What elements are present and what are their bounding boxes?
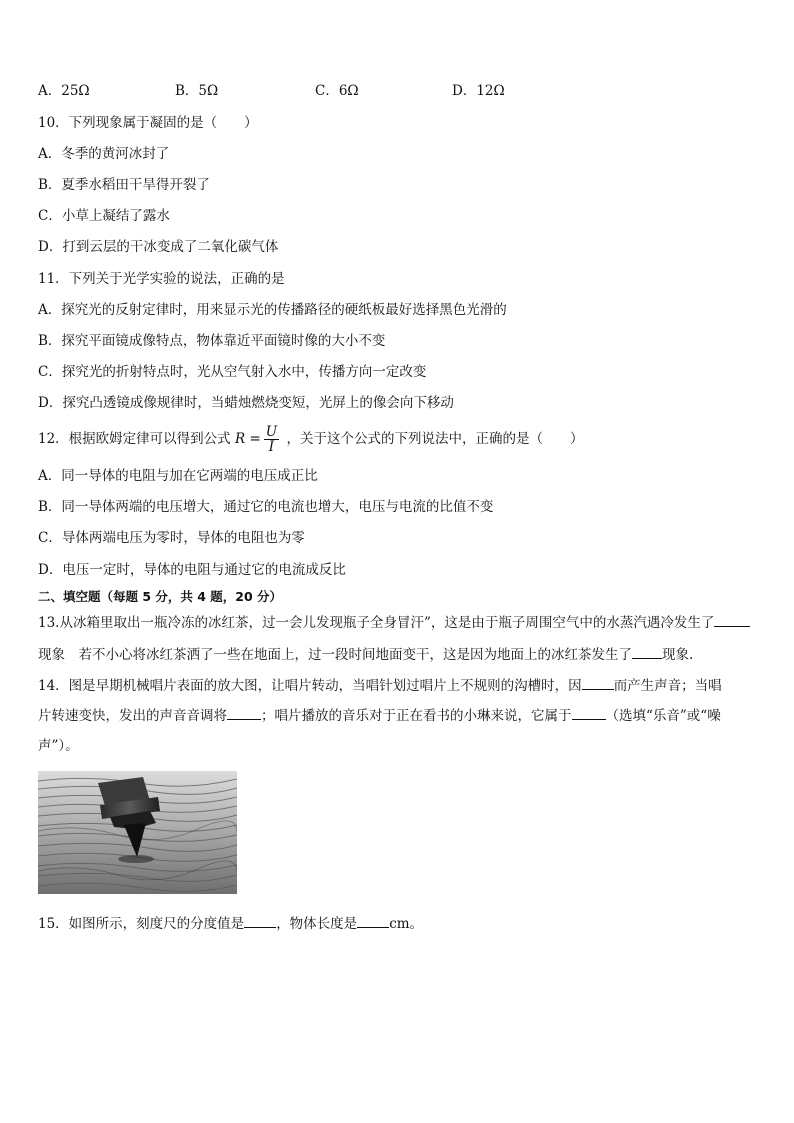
q15-text-a: 15．如图所示，刻度尺的分度值是	[38, 916, 245, 932]
q14-text-2b: ；唱片播放的音乐对于正在看书的小琳来说，它属于	[261, 708, 572, 724]
q13-text-2b: 现象.	[662, 647, 694, 663]
q11-option-c: C．探究光的折射特点时，光从空气射入水中，传播方向一定改变	[38, 364, 427, 380]
q15-text-b: ，物体长度是	[276, 916, 358, 932]
q9-option-b: B．5Ω	[175, 83, 219, 99]
q9-option-d: D．12Ω	[452, 83, 505, 99]
q12-option-a: A．同一导体的电阻与加在它两端的电压成正比	[38, 468, 318, 484]
q10-option-c: C．小草上凝结了露水	[38, 208, 170, 224]
q9-option-c: C．6Ω	[315, 83, 359, 99]
q14-blank-2[interactable]	[227, 707, 261, 720]
q14-blank-1[interactable]	[582, 677, 614, 690]
record-needle-photo	[38, 771, 237, 894]
q13-blank-2[interactable]	[632, 646, 662, 659]
q12-option-d: D．电压一定时，导体的电阻与通过它的电流成反比	[38, 562, 346, 578]
q14-text-2a: 片转速变快，发出的声音音调将	[38, 708, 227, 724]
q15-blank-2[interactable]	[357, 915, 389, 928]
q15-text-c: cm。	[389, 916, 424, 932]
q11-stem: 11．下列关于光学实验的说法，正确的是	[38, 271, 285, 287]
q14-text-1b: 而产生声音；当唱	[613, 678, 722, 694]
q12-formula	[234, 424, 286, 455]
q14-blank-3[interactable]	[572, 707, 606, 720]
q14-text-2c: （选填“乐音”或“噪	[605, 708, 721, 724]
q12-stem-before: 12．根据欧姆定律可以得到公式	[38, 431, 231, 447]
q12-option-c: C．导体两端电压为零时，导体的电阻也为零	[38, 530, 305, 546]
q13-line-1	[38, 614, 750, 632]
q11-option-d: D．探究凸透镜成像规律时，当蜡烛燃烧变短，光屏上的像会向下移动	[38, 395, 454, 411]
q15-blank-1[interactable]	[244, 915, 276, 928]
q12-option-b: B．同一导体两端的电压增大，通过它的电流也增大，电压与电流的比值不变	[38, 499, 494, 515]
q10-option-b: B．夏季水稻田干旱得开裂了	[38, 177, 210, 193]
q13-text-2a: 现象 若不小心将冰红茶洒了一些在地面上，过一段时间地面变干，这是因为地面上的冰红茶发生了	[38, 647, 632, 663]
q12-formula-lhs: R =	[234, 431, 261, 447]
q12-formula-denominator: I	[268, 439, 275, 455]
q11-option-b: B．探究平面镜成像特点，物体靠近平面镜时像的大小不变	[38, 333, 386, 349]
q12-stem	[38, 421, 583, 457]
q13-blank-1[interactable]	[714, 614, 750, 627]
q15-line	[38, 915, 423, 933]
q12-formula-numerator: U	[265, 424, 278, 440]
q12-stem-after: ，关于这个公式的下列说法中，正确的是（ ）	[286, 431, 584, 447]
section-2-title: 二、填空题（每题 5 分，共 4 题，20 分）	[38, 589, 283, 604]
q11-option-a: A．探究光的反射定律时，用来显示光的传播路径的硬纸板最好选择黑色光滑的	[38, 302, 507, 318]
q10-option-a: A．冬季的黄河冰封了	[38, 146, 170, 162]
q9-options	[38, 82, 758, 100]
q14-line-3: 声”）。	[38, 738, 79, 754]
q10-option-d: D．打到云层的干冰变成了二氧化碳气体	[38, 239, 279, 255]
q14-text-1a: 14．图是早期机械唱片表面的放大图，让唱片转动，当唱针划过唱片上不规则的沟槽时，因	[38, 678, 582, 694]
q13-text-1: 13.从冰箱里取出一瓶冷冻的冰红茶，过一会儿发现瓶子全身冒汗”，这是由于瓶子周围空气中的水蒸汽遇冷发生了	[38, 615, 715, 631]
q12-formula-fraction	[264, 425, 279, 454]
q9-option-a: A．25Ω	[38, 83, 90, 99]
q14-line-2	[38, 707, 721, 725]
q13-line-2	[38, 646, 693, 664]
q10-stem: 10．下列现象属于凝固的是（ ）	[38, 115, 258, 131]
q14-line-1	[38, 677, 722, 695]
